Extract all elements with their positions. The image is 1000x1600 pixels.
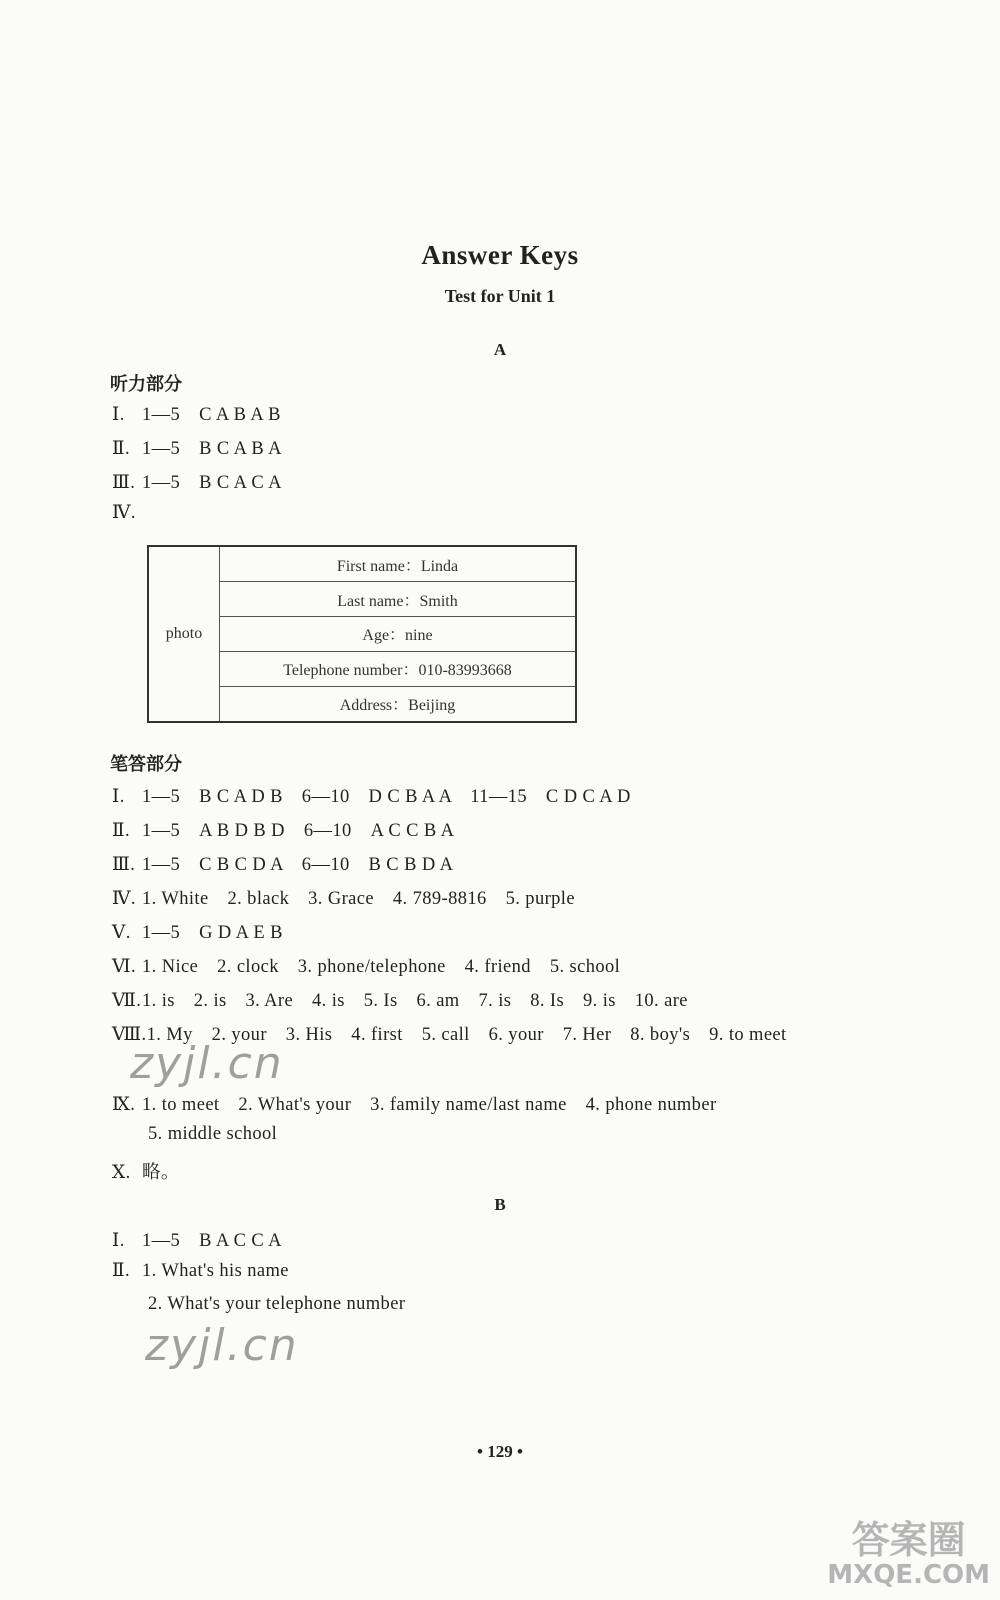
writing-line xyxy=(112,918,283,944)
listening-line xyxy=(112,434,282,460)
line-number: Ⅰ. xyxy=(112,405,125,425)
line-number: Ⅶ. xyxy=(112,991,142,1011)
line-number: Ⅲ. xyxy=(112,855,136,875)
line-text: 2. What's your telephone number xyxy=(148,1294,406,1314)
line-number: Ⅰ. xyxy=(112,787,125,807)
info-row: First name：Linda xyxy=(220,546,577,582)
line-number: Ⅰ. xyxy=(112,1231,125,1251)
page-number: • 129 • xyxy=(477,1442,523,1461)
info-row: Age：nine xyxy=(220,617,577,652)
writing-line xyxy=(112,1090,717,1116)
writing-line xyxy=(112,850,453,876)
listening-heading: 听力部分 xyxy=(110,374,182,395)
listening-line xyxy=(112,400,281,426)
part-b-line xyxy=(112,1226,282,1252)
line-number: Ⅲ. xyxy=(112,473,136,493)
writing-line xyxy=(112,884,575,910)
writing-line xyxy=(112,1158,180,1184)
watermark: zyjl.cn xyxy=(145,1320,299,1371)
corner-watermark xyxy=(827,1517,990,1591)
watermark: zyjl.cn xyxy=(130,1038,284,1089)
line-text: 1—5 B C A D B 6—10 D C B A A 11—15 C D C A D xyxy=(142,787,631,807)
line-number: Ⅱ. xyxy=(112,1261,130,1281)
line-number: Ⅳ. xyxy=(112,503,136,523)
listening-line xyxy=(112,468,282,494)
listening-line xyxy=(112,502,142,524)
info-row: Telephone number：010-83993668 xyxy=(220,651,577,686)
corner-watermark-logo: 答案圈 xyxy=(851,1517,966,1562)
line-text: 1. White 2. black 3. Grace 4. 789-8816 5. purple xyxy=(142,889,575,909)
writing-line xyxy=(112,952,620,978)
section-b-label: B xyxy=(494,1195,506,1214)
part-b-line xyxy=(148,1294,405,1315)
line-number: Ⅹ. xyxy=(112,1163,131,1183)
writing-heading: 笔答部分 xyxy=(110,754,182,775)
line-text: 5. middle school xyxy=(148,1124,278,1144)
info-row: Last name：Smith xyxy=(220,582,577,617)
writing-line xyxy=(148,1124,277,1145)
writing-line xyxy=(112,782,631,808)
line-number: Ⅱ. xyxy=(112,821,130,841)
info-row: Address：Beijing xyxy=(220,686,577,722)
photo-cell: photo xyxy=(148,546,220,722)
line-text: 1—5 C B C D A 6—10 B C B D A xyxy=(142,855,454,875)
line-text: 1. My 2. your 3. His 4. first 5. call 6. your 7. Her 8. boy's 9. to meet xyxy=(146,1025,787,1045)
line-text: 1—5 G D A E B xyxy=(142,923,283,943)
line-text: 1. Nice 2. clock 3. phone/telephone 4. friend 5. school xyxy=(142,957,621,977)
line-number: Ⅱ. xyxy=(112,439,130,459)
line-number: Ⅷ. xyxy=(112,1025,147,1045)
line-text: 1—5 A B D B D 6—10 A C C B A xyxy=(142,821,455,841)
line-number: Ⅴ. xyxy=(112,923,131,943)
line-text: 略。 xyxy=(142,1163,180,1183)
corner-watermark-url: MXQE.COM xyxy=(827,1560,990,1591)
section-a-label: A xyxy=(493,340,507,359)
line-number: Ⅳ. xyxy=(112,889,136,909)
line-number: Ⅵ. xyxy=(112,957,137,977)
line-text: 1. is 2. is 3. Are 4. is 5. Is 6. am 7. is 8. Is 9. is 10. are xyxy=(142,991,688,1011)
writing-line xyxy=(112,816,454,842)
page-title: Answer Keys xyxy=(421,240,579,270)
line-number: Ⅸ. xyxy=(112,1095,136,1115)
part-b-line xyxy=(112,1260,289,1282)
line-text: 1—5 B C A B A xyxy=(142,439,282,459)
line-text: 1—5 C A B A B xyxy=(142,405,281,425)
writing-line xyxy=(112,986,688,1012)
page-subtitle: Test for Unit 1 xyxy=(444,286,556,306)
line-text: 1—5 B A C C A xyxy=(142,1231,282,1251)
line-text: 1—5 B C A C A xyxy=(142,473,282,493)
line-text: 1. to meet 2. What's your 3. family name/last name 4. phone number xyxy=(142,1095,717,1115)
info-card-table xyxy=(147,545,577,723)
line-text: 1. What's his name xyxy=(142,1261,289,1281)
